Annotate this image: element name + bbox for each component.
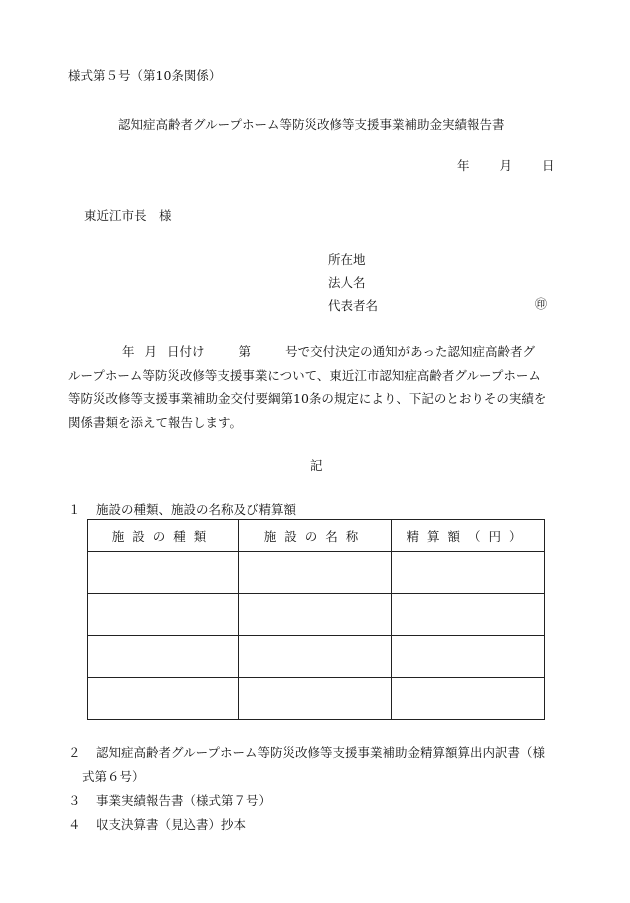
item-1-text: 施設の種類、施設の名称及び精算額 <box>96 502 297 517</box>
date-day: 日 <box>542 158 555 173</box>
ki-heading: 記 <box>310 458 323 473</box>
seal-mark: ㊞ <box>535 297 548 311</box>
body-line-4: 関係書類を添えて報告します。 <box>68 414 243 430</box>
body-line-2: ループホーム等防災改修等支援事業について、東近江市認知症高齢者グループホーム <box>68 367 541 383</box>
cell-facility-name <box>239 552 392 594</box>
cell-settlement-amount <box>392 594 545 636</box>
attachment-text: 事業実績報告書（様式第７号） <box>96 793 272 808</box>
sender-representative-label: 代表者名 <box>328 298 379 313</box>
attachment-text: 収支決算書（見込書）抄本 <box>96 817 247 832</box>
report-body <box>68 340 568 434</box>
table-row <box>88 594 545 636</box>
attachment-item-3 <box>68 791 271 809</box>
cell-facility-type <box>88 678 239 720</box>
body-day: 日付け <box>167 344 205 359</box>
attachment-item-4 <box>68 815 246 833</box>
body-line-3: 等防災改修等支援事業補助金交付要綱第10条の規定により、下記のとおりその実績を <box>68 391 547 406</box>
attachment-item-2 <box>68 743 545 761</box>
date-month: 月 <box>499 158 513 173</box>
body-number-prefix: 第 <box>238 344 252 359</box>
date-year: 年 <box>457 158 470 173</box>
item-1-heading <box>68 500 296 518</box>
form-number: 様式第５号（第10条関係） <box>68 68 222 83</box>
cell-facility-name <box>239 636 392 678</box>
attachment-number: ２ <box>68 745 81 760</box>
body-year: 年 <box>122 344 135 359</box>
cell-settlement-amount <box>392 552 545 594</box>
attachment-item-2-continuation: 式第６号） <box>82 769 145 784</box>
body-month: 月 <box>144 344 158 359</box>
cell-settlement-amount <box>392 678 545 720</box>
cell-facility-type <box>88 636 239 678</box>
cell-settlement-amount <box>392 636 545 678</box>
body-line-1 <box>68 340 568 364</box>
date-line <box>457 156 555 174</box>
table-row <box>88 678 545 720</box>
table-row <box>88 636 545 678</box>
header-facility-type: 施設の種類 <box>88 520 239 552</box>
addressee: 東近江市長 様 <box>84 208 172 223</box>
header-facility-name: 施設の名称 <box>239 520 392 552</box>
table-row <box>88 552 545 594</box>
header-settlement-amount: 精算額（円） <box>392 520 545 552</box>
facility-table <box>87 519 545 720</box>
cell-facility-type <box>88 594 239 636</box>
attachment-number: ３ <box>68 793 81 808</box>
cell-facility-name <box>239 594 392 636</box>
cell-facility-name <box>239 678 392 720</box>
sender-corporation-label: 法人名 <box>328 275 366 290</box>
attachment-text: 認知症高齢者グループホーム等防災改修等支援事業補助金精算額算出内訳書（様 <box>96 745 546 760</box>
cell-facility-type <box>88 552 239 594</box>
attachment-number: ４ <box>68 817 81 832</box>
table-header-row <box>88 520 545 552</box>
document-title: 認知症高齢者グループホーム等防災改修等支援事業補助金実績報告書 <box>118 117 505 132</box>
item-1-number: １ <box>68 502 81 517</box>
sender-address-label: 所在地 <box>328 252 366 267</box>
body-line-1-rest: 号で交付決定の通知があった認知症高齢者グ <box>285 344 535 359</box>
